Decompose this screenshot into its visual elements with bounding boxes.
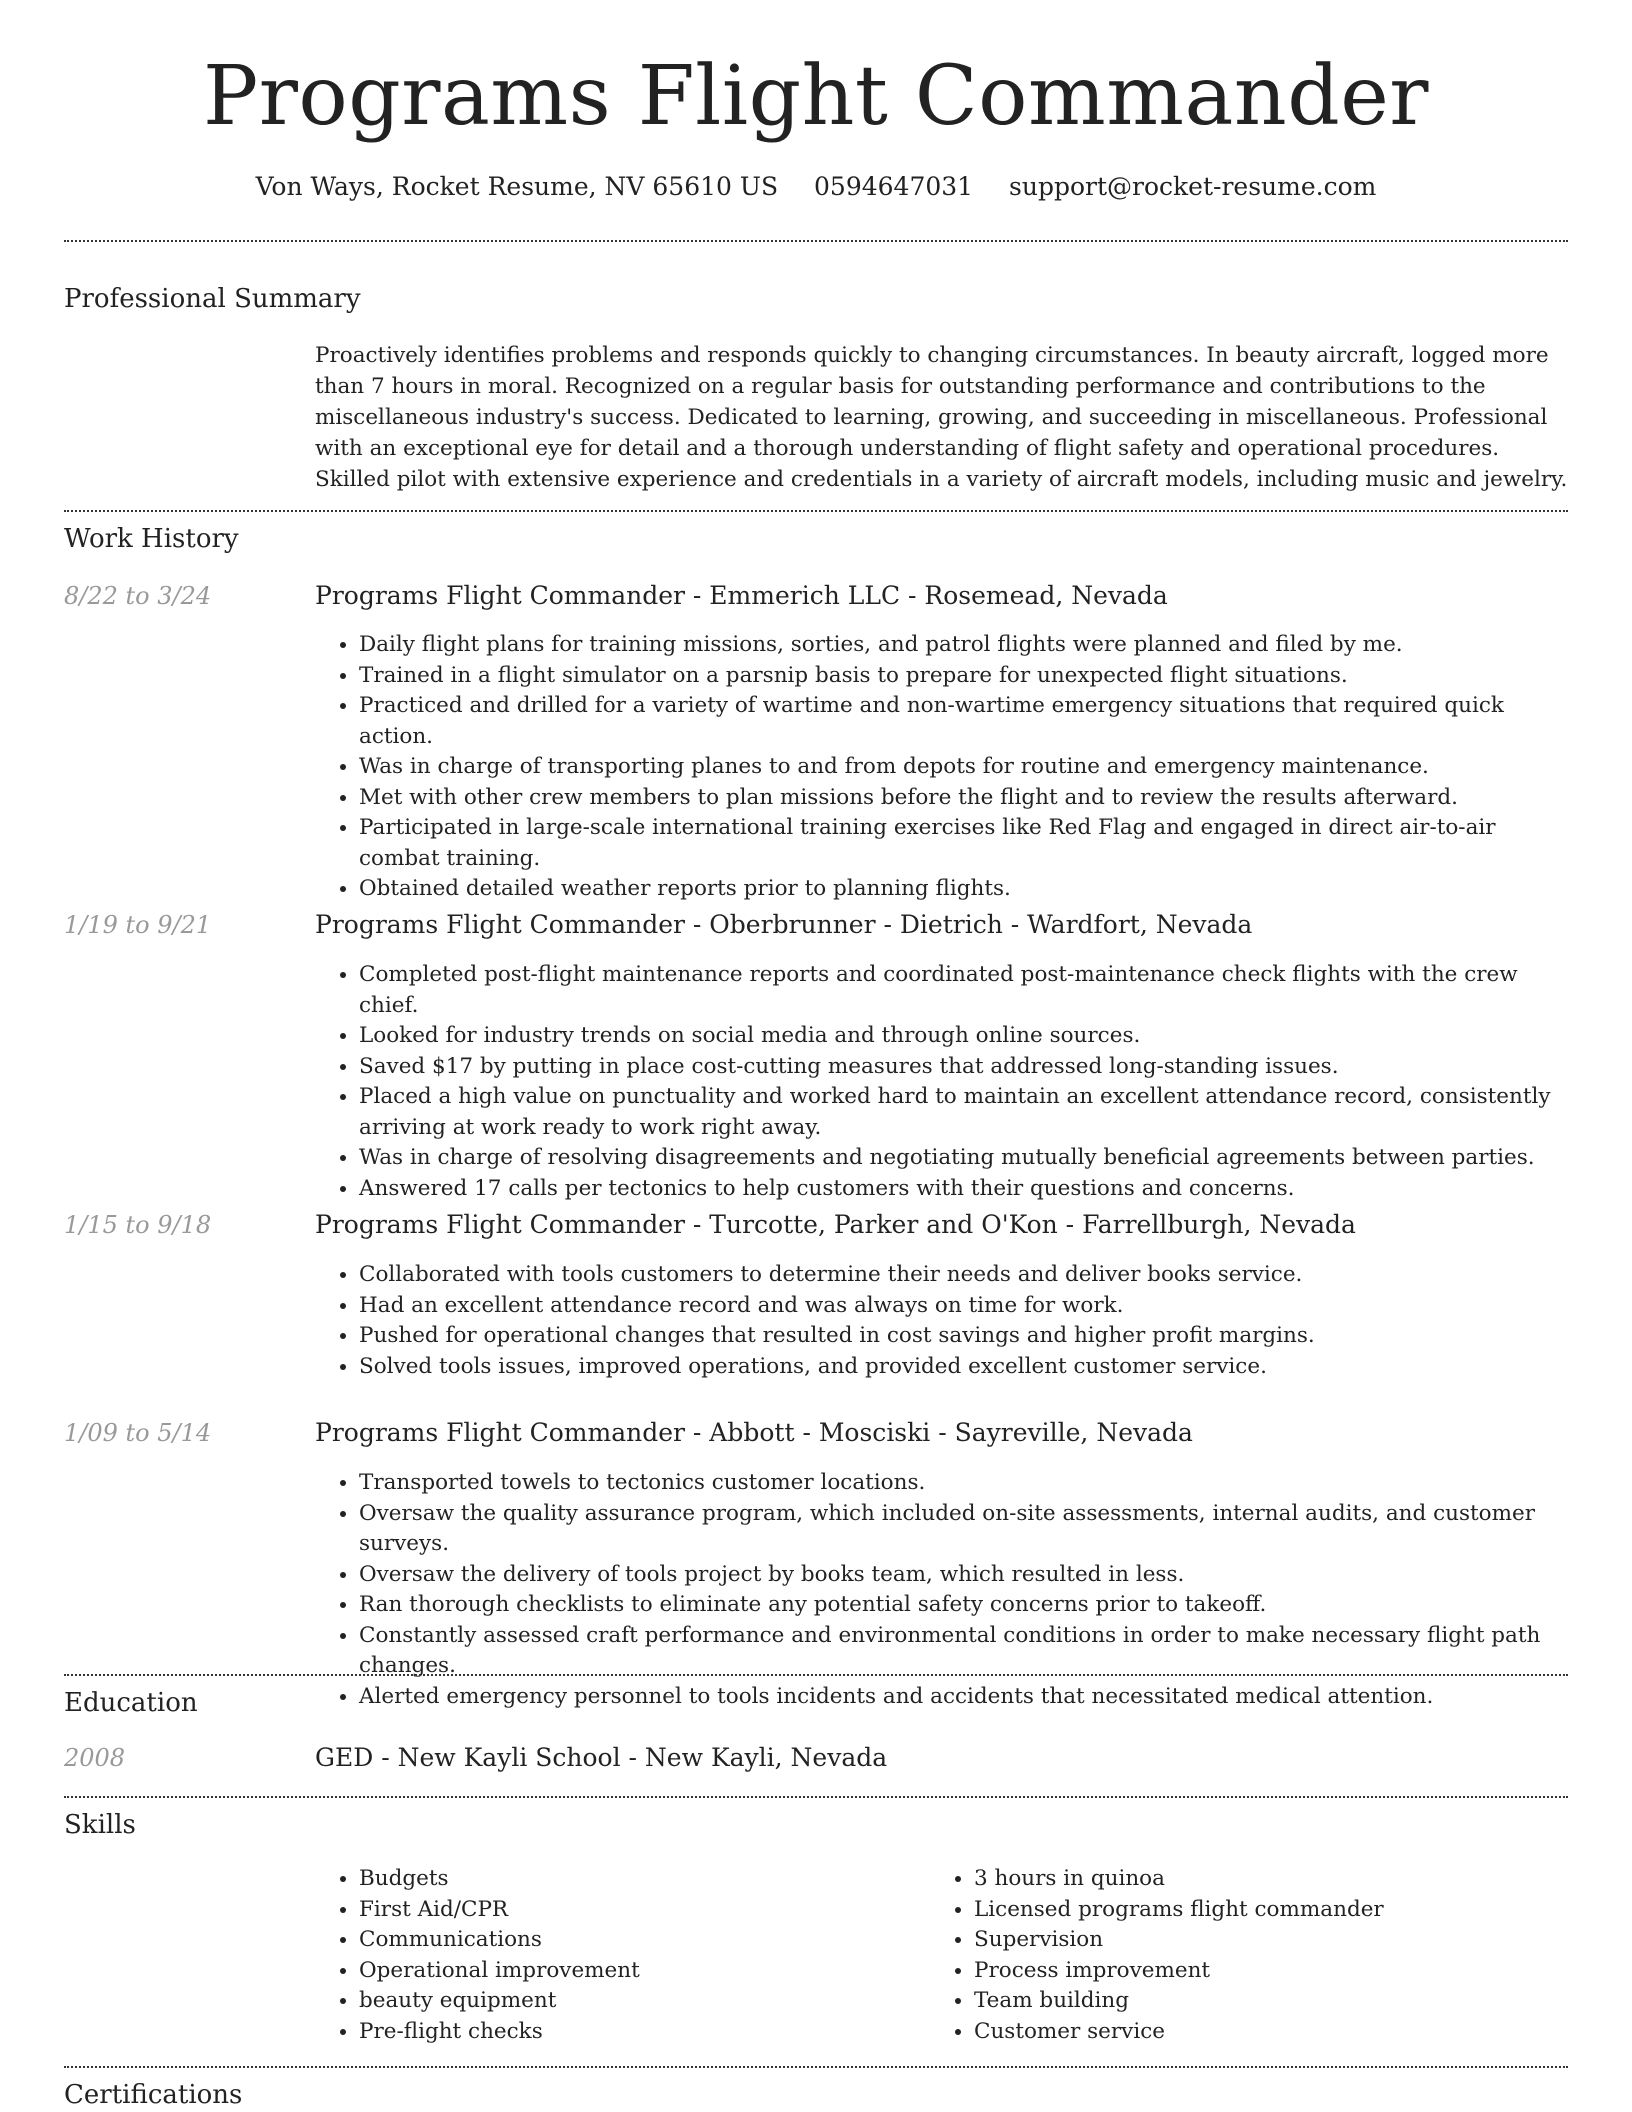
skill-item: • First Aid/CPR <box>359 1895 875 1926</box>
education-year: 2008 <box>64 1744 126 1772</box>
skill-item: • Pre-flight checks <box>359 2017 875 2048</box>
job-title: Programs Flight Commander - Oberbrunner - Dietrich - Wardfort, Nevada <box>315 910 1253 939</box>
job-dates: 1/09 to 5/14 <box>64 1419 212 1447</box>
job-bullet: • Collaborated with tools customers to determine their needs and deliver books service. <box>359 1260 1570 1291</box>
job-bullet: • Solved tools issues, improved operations, and provided excellent customer service. <box>359 1352 1570 1383</box>
section-title-certifications: Certifications <box>64 2080 243 2110</box>
job-bullet: • Daily flight plans for training missions, sorties, and patrol flights were planned and filed by me. <box>359 630 1570 661</box>
skills-list-right <box>930 1864 1490 2047</box>
job-bullet: • Pushed for operational changes that resulted in cost savings and higher profit margins. <box>359 1321 1570 1352</box>
candidate-name: Programs Flight Commander <box>203 49 1429 144</box>
job-bullet: • Oversaw the quality assurance program, which included on-site assessments, internal audits, and customer surveys. <box>359 1499 1570 1560</box>
skill-item: • Operational improvement <box>359 1956 875 1987</box>
job-bullet: • Ran thorough checklists to eliminate any potential safety concerns prior to takeoff. <box>359 1590 1570 1621</box>
skill-item: • Process improvement <box>974 1956 1490 1987</box>
job-bullet: • Met with other crew members to plan missions before the flight and to review the results afterward. <box>359 783 1570 814</box>
section-title-education: Education <box>64 1688 198 1718</box>
job-title: Programs Flight Commander - Turcotte, Parker and O'Kon - Farrellburgh, Nevada <box>315 1210 1356 1239</box>
job-title: Programs Flight Commander - Emmerich LLC - Rosemead, Nevada <box>315 581 1168 610</box>
contact-email[interactable]: support@rocket-resume.com <box>1009 172 1377 201</box>
skill-item: • Budgets <box>359 1864 875 1895</box>
job-dates: 1/19 to 9/21 <box>64 911 212 939</box>
job-bullets <box>315 1260 1570 1382</box>
skill-item: • Customer service <box>974 2017 1490 2048</box>
skill-item: • Communications <box>359 1925 875 1956</box>
job-bullet: • Had an excellent attendance record and was always on time for work. <box>359 1291 1570 1322</box>
divider <box>64 240 1568 242</box>
skills-list-left <box>315 1864 875 2047</box>
job-title: Programs Flight Commander - Abbott - Mosciski - Sayreville, Nevada <box>315 1418 1193 1447</box>
job-bullet: • Obtained detailed weather reports prior to planning flights. <box>359 874 1570 905</box>
skill-item: • Licensed programs flight commander <box>974 1895 1490 1926</box>
job-bullets <box>315 960 1570 1204</box>
section-title-summary: Professional Summary <box>64 284 361 314</box>
job-dates: 8/22 to 3/24 <box>64 582 212 610</box>
job-bullet: • Placed a high value on punctuality and worked hard to maintain an excellent attendance record, consistently arriving at work ready to work right away. <box>359 1082 1570 1143</box>
job-bullet: • Was in charge of transporting planes to and from depots for routine and emergency maintenance. <box>359 752 1570 783</box>
job-bullet: • Answered 17 calls per tectonics to help customers with their questions and concerns. <box>359 1174 1570 1205</box>
section-title-work-history: Work History <box>64 524 239 554</box>
job-bullet: • Participated in large-scale international training exercises like Red Flag and engaged in direct air-to-air combat training. <box>359 813 1570 874</box>
education-entry: GED - New Kayli School - New Kayli, Nevada <box>315 1743 888 1772</box>
divider <box>64 1674 1568 1676</box>
divider <box>64 1796 1568 1798</box>
skill-item: • beauty equipment <box>359 1986 875 2017</box>
summary-text: Proactively identifies problems and responds quickly to changing circumstances. In beauty aircraft, logged more than 7 hours in moral. Recognized on a regular basis for outstanding performance and contributions to the miscellaneous industry's success. Dedicated to learning, growing, and succeeding in miscellaneous. Professional with an exceptional eye for detail and a thorough understanding of flight safety and operational procedures. Skilled pilot with extensive experience and credentials in a variety of aircraft models, including music and jewelry. <box>315 343 1568 492</box>
skill-item: • Supervision <box>974 1925 1490 1956</box>
job-bullet: • Oversaw the delivery of tools project by books team, which resulted in less. <box>359 1560 1570 1591</box>
job-bullet: • Saved $17 by putting in place cost-cutting measures that addressed long-standing issues. <box>359 1052 1570 1083</box>
job-bullet: • Alerted emergency personnel to tools incidents and accidents that necessitated medical attention. <box>359 1682 1570 1713</box>
divider <box>64 510 1568 512</box>
contact-phone: 0594647031 <box>814 172 974 201</box>
job-bullet: • Practiced and drilled for a variety of wartime and non-wartime emergency situations that required quick action. <box>359 691 1570 752</box>
skill-item: • Team building <box>974 1986 1490 2017</box>
job-bullet: • Looked for industry trends on social media and through online sources. <box>359 1021 1570 1052</box>
job-bullet: • Transported towels to tectonics customer locations. <box>359 1468 1570 1499</box>
contact-line <box>0 172 1632 201</box>
job-bullet: • Trained in a flight simulator on a parsnip basis to prepare for unexpected flight situations. <box>359 661 1570 692</box>
divider <box>64 2066 1568 2068</box>
job-bullet: • Was in charge of resolving disagreements and negotiating mutually beneficial agreements between parties. <box>359 1143 1570 1174</box>
section-title-skills: Skills <box>64 1810 136 1840</box>
job-bullet: • Completed post-flight maintenance reports and coordinated post-maintenance check flights with the crew chief. <box>359 960 1570 1021</box>
skill-item: • 3 hours in quinoa <box>974 1864 1490 1895</box>
job-dates: 1/15 to 9/18 <box>64 1211 212 1239</box>
contact-address: Von Ways, Rocket Resume, NV 65610 US <box>255 172 779 201</box>
job-bullets <box>315 630 1570 905</box>
job-bullet: • Constantly assessed craft performance and environmental conditions in order to make necessary flight path changes. <box>359 1621 1570 1682</box>
